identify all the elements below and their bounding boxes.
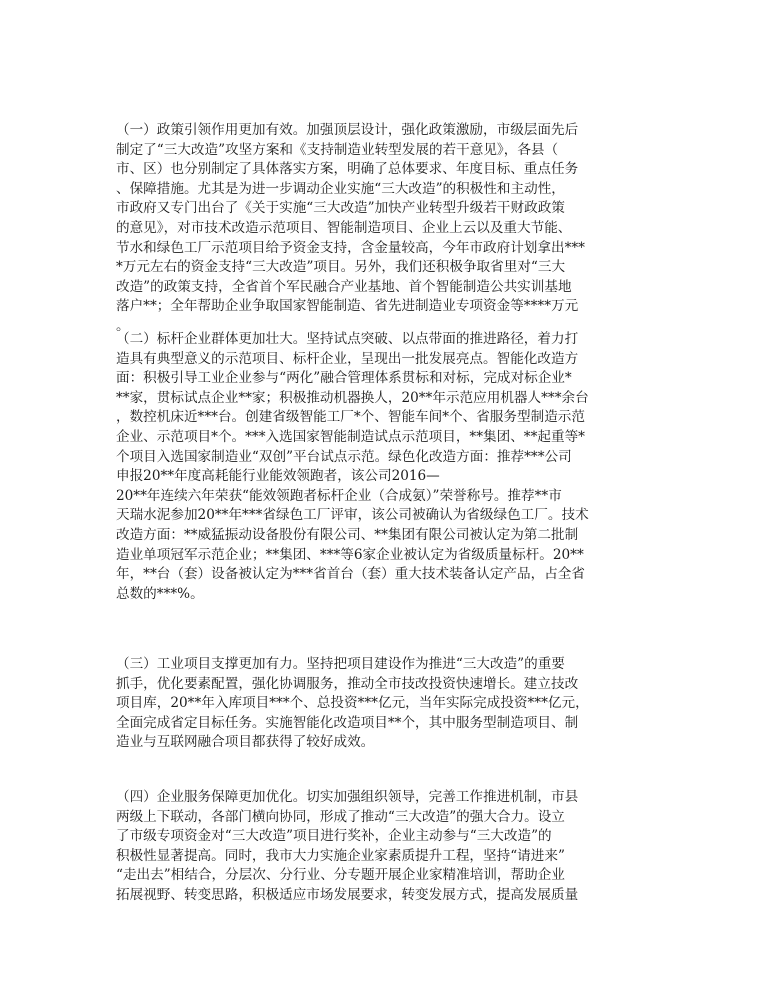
- text-line: 了市级专项资金对“三大改造”项目进行奖补，企业主动参与“三大改造”的: [116, 828, 552, 845]
- text-line: 年，**台（套）设备被认定为***省首台（套）重大技术装备认定产品，占全省: [116, 566, 585, 583]
- text-line: 两级上下联动，各部门横向协同，形成了推动“三大改造”的强大合力。设立: [116, 808, 565, 825]
- text-line: 20**年连续六年荣获“能效领跑者标杆企业（合成氨）”荣誉称号。推荐**市: [116, 487, 562, 504]
- text-line: 改造”的政策支持，全省首个军民融合产业基地、首个智能制造公共实训基地: [116, 278, 572, 295]
- text-line: 企业、示范项目*个。***入选国家智能制造试点示范项目，**集团、**起重等*: [116, 428, 585, 445]
- text-line: 造业单项冠军示范企业；**集团、***等6家企业被认定为省级质量标杆。20**: [116, 546, 584, 563]
- text-line: 的意见》，对市技术改造示范项目、智能制造项目、企业上云以及重大节能、: [116, 219, 572, 236]
- text-line: 市政府又专门出台了《关于实施“三大改造”加快产业转型升级若干财政政策: [116, 200, 565, 217]
- text-line: 积极性显著提高。同时，我市大力实施企业家素质提升工程，坚持“请进来”: [116, 847, 565, 864]
- text-line: 节水和绿色工厂示范项目给予资金支持，含金量较高，今年市政府计划拿出***: [116, 239, 585, 256]
- text-line: **家，贯标试点企业**家；积极推动机器换人，20**年示范应用机器人***余台: [116, 389, 589, 406]
- text-line: （三）工业项目支撑更加有力。坚持把项目建设作为推进“三大改造”的重要: [116, 656, 565, 672]
- text-line: “走出去”相结合，分层次、分行业、分专题开展企业家精准培训，帮助企业: [116, 867, 565, 884]
- text-line: 个项目入选国家制造业“双创”平台试点示范。绿色化改造方面：推荐***公司: [116, 448, 572, 465]
- text-line: ，数控机床近***台。创建省级智能工厂*个、智能车间*个、省服务型制造示范: [116, 409, 585, 426]
- text-line: 、保障措施。尤其是为进一步调动企业实施“三大改造”的积极性和主动性，: [116, 180, 565, 197]
- text-line: 制定了“三大改造”攻坚方案和《支持制造业转型发展的若干意见》，各县（: [116, 141, 559, 158]
- text-line: 改造方面：**威猛振动设备股份有限公司、**集团有限公司被认定为第二批制: [116, 526, 579, 543]
- text-line: 拓展视野、转变思路，积极适应市场发展要求，转变发展方式，提高发展质量: [116, 886, 579, 903]
- text-line: 申报20**年度高耗能行业能效领跑者，该公司2016—: [116, 468, 440, 485]
- text-line: 造业与互联网融合项目都获得了较好成效。: [116, 734, 375, 751]
- paragraph-benchmark-enterprises: [116, 330, 656, 604]
- text-line: 面：积极引导工业企业参与“两化”融合管理体系贯标和对标，完成对标企业*: [116, 370, 572, 387]
- paragraph-industrial-projects: [116, 655, 656, 753]
- text-line: 。: [116, 317, 130, 334]
- text-line: 项目库，20**年入库项目***个、总投资***亿元，当年实际完成投资***亿元，: [116, 695, 589, 712]
- text-line: 全面完成省定目标任务。实施智能化改造项目**个，其中服务型制造项目、制: [116, 714, 579, 731]
- text-line: 造具有典型意义的示范项目、标杆企业，呈现出一批发展亮点。智能化改造方: [116, 350, 579, 367]
- paragraph-enterprise-services: [116, 788, 656, 906]
- text-line: （一）政策引领作用更加有效。加强顶层设计，强化政策激励，市级层面先后: [116, 122, 579, 138]
- text-line: 落户**；全年帮助企业争取国家智能制造、省先进制造业专项资金等****万元: [116, 298, 579, 315]
- text-line: *万元左右的资金支持“三大改造”项目。另外，我们还积极争取省里对“三大: [116, 259, 566, 276]
- text-line: 总数的***%。: [116, 585, 204, 602]
- text-line: 抓手，优化要素配置，强化协调服务，推动全市技改投资快速增长。建立技改: [116, 675, 579, 692]
- paragraph-policy-guidance: [116, 121, 656, 337]
- text-line: 市、区）也分别制定了具体落实方案，明确了总体要求、年度目标、重点任务: [116, 161, 579, 178]
- text-line: 天瑞水泥参加20**年***省绿色工厂评审，该公司被确认为省级绿色工厂。技术: [116, 507, 589, 524]
- text-line: （四）企业服务保障更加优化。切实加强组织领导，完善工作推进机制，市县: [116, 789, 579, 805]
- text-line: （二）标杆企业群体更加壮大。坚持试点突破、以点带面的推进路径，着力打: [116, 331, 579, 347]
